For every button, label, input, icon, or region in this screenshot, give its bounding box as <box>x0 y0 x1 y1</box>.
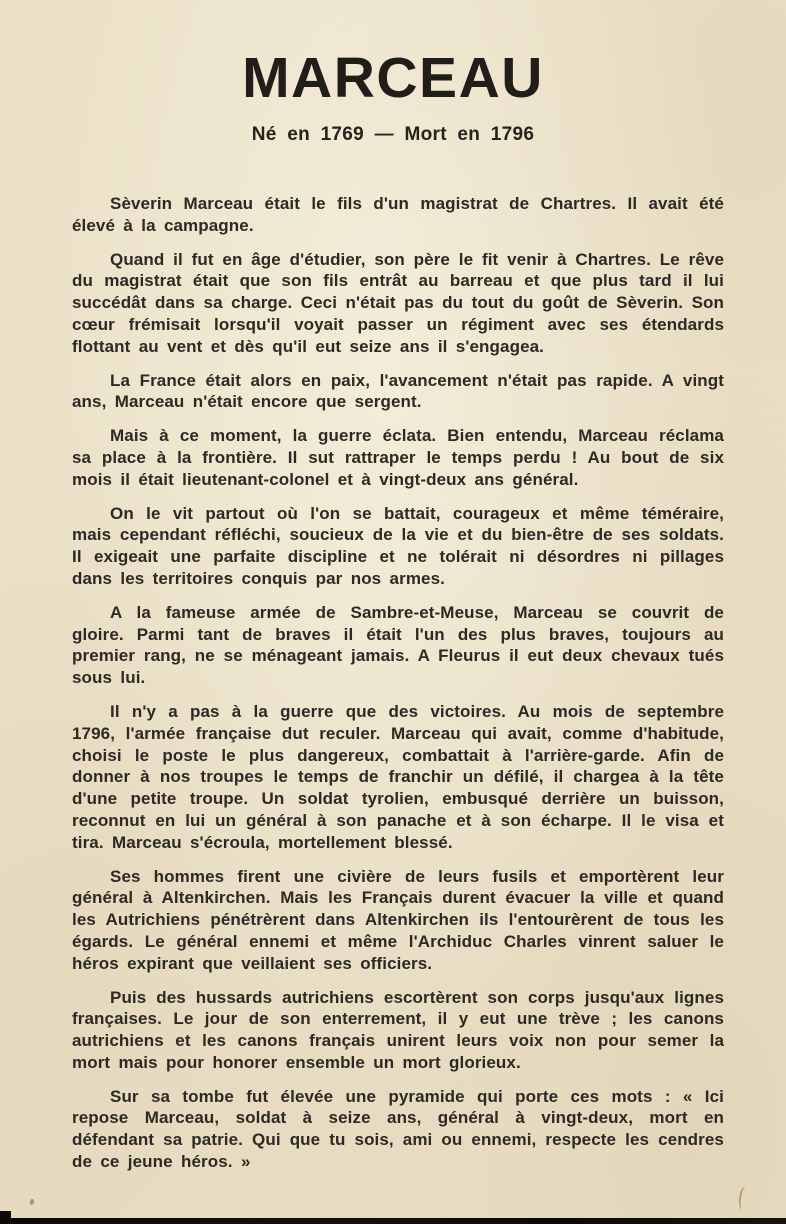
paragraph-2: Quand il fut en âge d'étudier, son père le fit venir à Chartres. Le rêve du magistrat était que son fils entrât au barreau et que plus tard il lui succédât dans sa charge. Ceci n'était pas du tout du goût de Sèverin. Son cœur frémisait lorsqu'il voyait passer un régiment avec ses étendards flottant au vent et dès qu'il eut seize ans il s'engagea. <box>72 249 724 356</box>
page-title: MARCEAU <box>242 46 544 110</box>
paragraph-6: A la fameuse armée de Sambre-et-Meuse, Marceau se couvrit de gloire. Parmi tant de braves il était l'un des plus braves, toujours au premier rang, ne se ménageant jamais. A Fleurus il eut deux chevaux tués sous lui. <box>72 602 724 688</box>
paragraph-4: Mais à ce moment, la guerre éclata. Bien entendu, Marceau réclama sa place à la frontière. Il sut rattraper le temps perdu ! Au bout de six mois il était lieutenant-colonel et à vingt-deux ans général. <box>72 426 724 489</box>
paragraph-7: Il n'y a pas à la guerre que des victoires. Au mois de septembre 1796, l'armée française dut reculer. Marceau qui avait, comme d'habitude, choisi le poste le plus dangereux, combattait à l'arrière-garde. Afin de donner à nos troupes le temps de franchir un défilé, il chargea à la tête d'une petite troupe. Un soldat tyrolien, embusqué derrière un buisson, reconnut en lui un général à son panache et à son écharpe. Il le visa et tira. Marceau s'écroula, mortellement blessé. <box>72 701 724 852</box>
paper-speck <box>29 1198 35 1205</box>
paragraph-5: On le vit partout où l'on se battait, courageux et même téméraire, mais cependant réfléchi, soucieux de la vie et du bien-être de ses soldats. Il exigeait une parfaite discipline et ne tolérait ni désordres ni pillages dans les territoires conquis par nos armes. <box>72 503 724 588</box>
paragraph-9: Puis des hussards autrichiens escortèrent son corps jusqu'aux lignes françaises. Le jour de son enterrement, il y eut une trève ; les canons autrichiens et les canons français unirent leurs voix non pour semer la mort mais pour honorer ensemble un mort glorieux. <box>72 987 724 1072</box>
page-bottom-edge <box>0 1218 786 1224</box>
paragraph-3: La France était alors en paix, l'avancement n'était pas rapide. A vingt ans, Marceau n'était encore que sergent. <box>72 370 724 412</box>
page-subtitle: Né en 1769 — Mort en 1796 <box>251 124 535 145</box>
paragraph-8: Ses hommes firent une civière de leurs fusils et emportèrent leur général à Altenkirchen. Mais les Français durent évacuer la ville et quand les Autrichiens pénétrèrent dans Altenkirchen ils l'entourèrent de tous les égards. Le général ennemi et même l'Archiduc Charles vinrent saluer le héros expirant que veillaient ses officiers. <box>72 866 724 973</box>
paragraph-10: Sur sa tombe fut élevée une pyramide qui porte ces mots : « Ici repose Marceau, soldat à seize ans, général à vingt-deux, mort en défendant sa patrie. Qui que tu sois, ami ou ennemi, respecte les cendres de ce jeune héros. » <box>72 1086 724 1172</box>
body-text <box>72 193 724 1173</box>
paragraph-1: Sèverin Marceau était le fils d'un magistrat de Chartres. Il avait été élevé à la campagne. <box>72 194 724 235</box>
scratch-mark <box>737 1185 750 1210</box>
